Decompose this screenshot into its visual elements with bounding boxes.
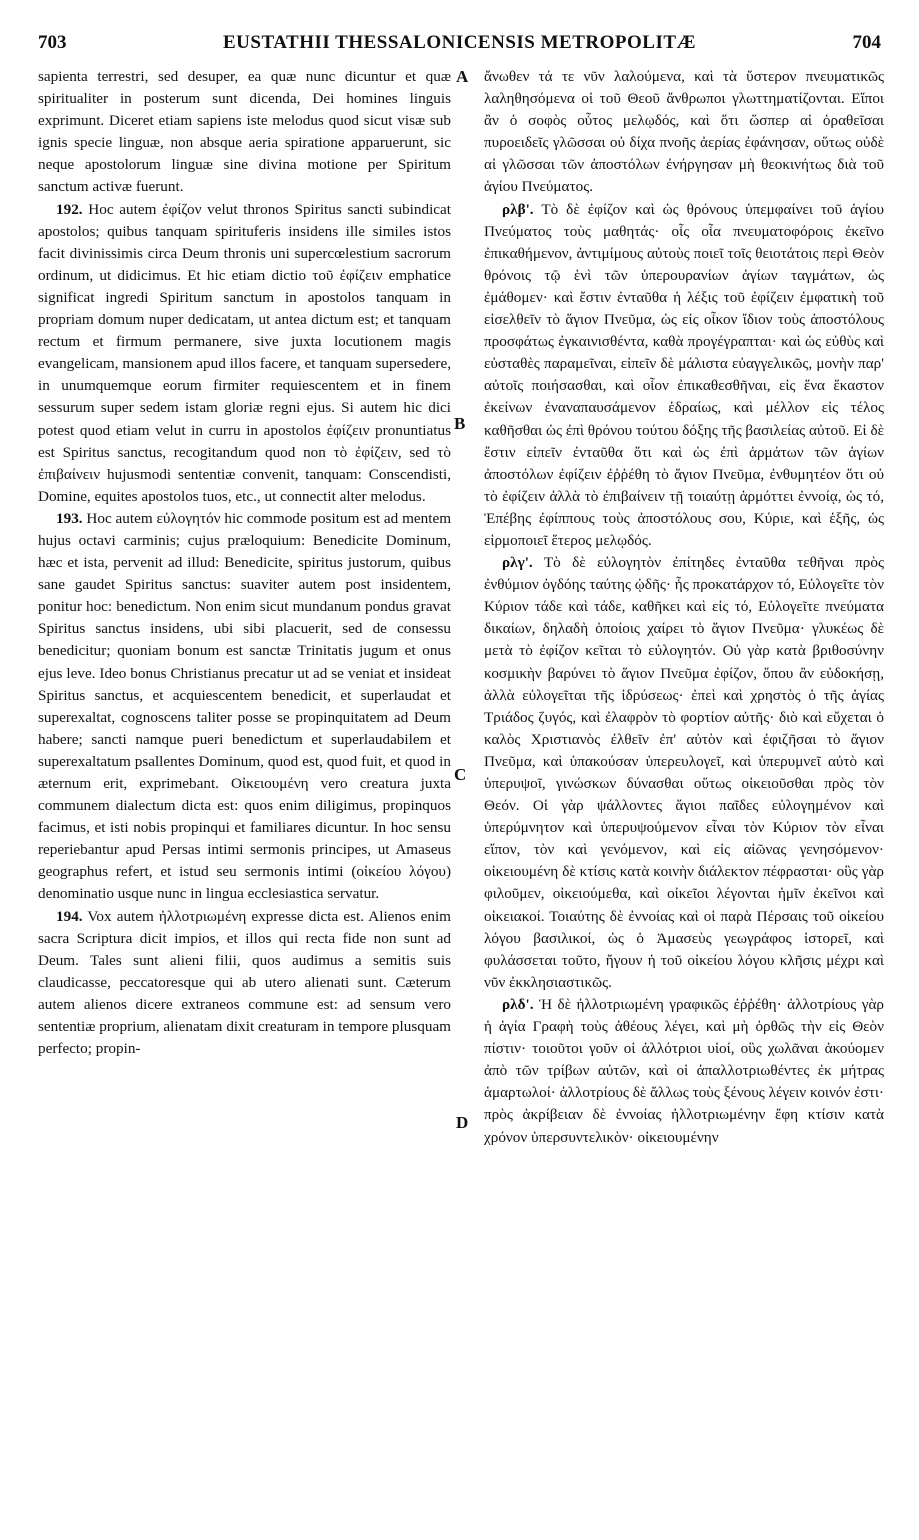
latin-column <box>38 66 451 1060</box>
section-number: 194. <box>56 907 83 925</box>
greek-text: ἄνωθεν τά τε νῦν λαλούμενα, καὶ τὰ ὕστερον πνευματικῶς λαληθησόμενα οἱ τοῦ Θεοῦ ἄνθρωποι γλωττηματίζονται. Εἴποι ἂν ὁ σοφὸς οὗτος μελῳδός, καὶ ὅτι ὥσπερ αἱ ὁραθεῖσαι πυροειδεῖς γλῶσσαι οὐ δίχα πνοῆς ἀερίας ἐφάνησαν, οὕτως οὐδὲ αἱ γλῶσσαι τῶν ἀποστόλων ἐνήργησαν μὴ θεοκινήτως διὰ τοῦ ἁγίου Πνεύματος. <box>484 68 884 196</box>
greek-text: Ἡ δὲ ἠλλοτριωμένη γραφικῶς ἐῤῥέθη· ἀλλοτρίους γὰρ ἡ ἁγία Γραφὴ τοὺς ἀθέους λέγει, καὶ μὴ ὀρθῶς τὴν εἰς Θεὸν πίστιν· τοιοῦτοι γοῦν οἱ ἀλλότριοι υἱοί, οὓς χωλᾶναι ἀκούομεν ἀπὸ τῶν τρίβων αὐτῶν, καὶ οἱ ἀπαλλοτριωθέντες ἐκ μήτρας ἁμαρτωλοί· ἀλλοτρίους δὲ ἄλλως τοὺς ξένους λέγειν κοινόν ἐστι· πρὸς ἀκρίβειαν δὲ ἐννοίας ἠλλοτριωμένην ἔφη κτίσιν κατὰ χρόνον ὑπερσυντελικὸν· οἰκειουμένην <box>484 995 884 1146</box>
latin-text: Hoc autem εὐλογητόν hic commode positum est ad mentem hujus octavi carminis; cujus præloquium: Benedicite Dominum, hæc et ista, pervenit ad illud: Benedicite, spiritus justorum, quibus sane gaudet Spiritus sanctus: suaviter autem post insidentem, ponitur hoc: benedictum. Non enim sicut mundanum pondus gravat Spiritus sanctus insidens, ubi sibi placuerit, sed de consessu benedicitur; quoniam bonum est sanctæ Trinitatis jugum et onus ejus leve. Ideo bonus Christianus precatur ut ad se veniat et insideat Spiritus sanctus, et acquiescentem benedicit, et superlaudat et superexaltat, cognoscens taliter posse se propinquitatem ad Deum habere; sancti namque pueri benedictum et superlaudabilem et superexaltatum psallentes Dominum, quod est, quod fuit, et quod in æternum erit, exprimebant. Οἰκειουμένη vero creatura juxta communem dialectum dicta est: quos enim diligimus, propinquos facimus, et isti nobis propinqui et familiares dicuntur. In hoc sensu reperiebantur apud Persas intimi sermonis principes, ut Amaseus geographus refert, et istud seu sermonis intimi (οἰκείου λόγου) denominatio usque nunc in lingua ecclesiastica servatur. <box>38 509 452 903</box>
page-header <box>38 32 881 56</box>
margin-marker-a: A <box>456 67 469 86</box>
section-number: ρλγ'. <box>502 554 533 572</box>
greek-paragraph <box>484 199 884 553</box>
section-number: ρλβ'. <box>502 200 534 218</box>
latin-text: Vox autem ἠλλοτριωμένη expresse dicta est. Alienos enim sacra Scriptura dicit impios, et illos qui recta fide non sunt ad Deum. Tales sunt alieni filii, quos audimus a semitis suis claudicasse, peccatoresque qui ab utero alienati sunt. Cæterum autem alienos dicere extraneos commune est: ad sensum vero sententiæ proprium, alienatam dixit creaturam in tempore plusquam perfecto; propin- <box>38 907 451 1058</box>
greek-paragraph <box>484 994 884 1149</box>
running-title: EUSTATHII THESSALONICENSIS METROPOLITÆ <box>222 32 697 53</box>
latin-paragraph <box>38 199 451 508</box>
margin-marker-d: D <box>456 1113 469 1132</box>
greek-text: Τὸ δὲ εὐλογητὸν ἐπίτηδες ἐνταῦθα τεθῆναι πρὸς ἐνθύμιον ὀγδόης ταύτης ᾠδῆς· ἧς προκατάρχον τό, Εὐλογεῖτε τὸν Κύριον τάδε καὶ τάδε, καθῆκει καὶ εἰς τό, Εὐλογεῖτε πνεύματα δικαίων, δηλαδὴ ὁποίοις χαίρει τὸ ἅγιον Πνεῦμα· γλυκέως δὲ μετὰ τὸ ἐφίζον κεῖται τὸ εὐλογητόν. Οὐ γὰρ κατὰ βριθοσύνην κοσμικὴν βαρύνει τὸ ἅγιον Πνεῦμα ἐφίζον, ὅπου ἂν εὐδοκήσῃ, ἀλλὰ εὐλογεῖται τῆς ἱδρύσεως· ἐπεὶ καὶ χρηστὸς ὁ τῆς ἁγίας Τριάδος ζυγός, καὶ ἐλαφρὸν τὸ φορτίον αὐτῆς· διὸ καὶ εὔχεται ὁ καλὸς Χριστιανὸς ἐλθεῖν ἐπ' αὐτὸν καὶ ἐφιζῆσαι τὸ ἅγιον Πνεῦμα, καὶ ὑπακούσαν ὑπερευλογεῖ, καὶ ὑπερυμνεῖ αὐτὸ καὶ ὑπερυψοῖ, γινώσκων δύνασθαι οὕτως οἰκειοῦσθαι πρὸς τὸν Θεόν. Οἱ γὰρ ψάλλοντες ἅγιοι παῖδες εὐλογημένον καὶ ὑπερύμνητον καὶ ὑπερυψούμενον εἶναι τὸν Κύριον τὸν εἶναι εἴπον, τὸν καὶ γενόμενον, καὶ εἰς αἰῶνας γενησόμενον· οἰκειουμένη δὲ κτίσις κατὰ κοινὴν διάλεκτον πέφρασται· οὓς γὰρ φιλοῦμεν, οἰκειούμεθα, καὶ οἰκεῖοι λέγονται ἡμῖν ἐκεῖνοι καὶ οἰκειακοί. Τοιαύτης δὲ ἐννοίας καὶ οἱ παρὰ Πέρσαις τοῦ οἰκείου λόγου βασιλικοί, ὡς ὁ Ἀμασεὺς γεωγράφος ἱστορεῖ, καὶ φυλάσσεται τοῦτο, ἤγουν ἡ τοῦ οἰκείου λόγου κλῆσις μέχρι καὶ νῦν ἐκκλησιαστικῶς. <box>484 554 884 991</box>
latin-paragraph <box>38 508 451 906</box>
margin-marker-b: B <box>454 414 466 433</box>
section-number: ρλδ'. <box>502 995 534 1013</box>
greek-paragraph <box>484 66 884 199</box>
latin-text: Hoc autem ἐφίζον velut thronos Spiritus sancti subindicat apostolos; quibus tanquam spirituferis insidens ille similes istos facit divinissimis circa Deum thronis uni supercœlestium sacrorum ordinum, ut didicimus. Et hic etiam dictio τοῦ ἐφίζειν emphatice significat ingredi Spiritum sanctum in apostolos tanquam in propriam domum nuper dedicatam, ut antea dictum est; et tanquam rectum et firmum permanere, sive juxta locutionem magis evangelicam, mansionem apud illos facere, et tanquam supersedere, in unumquemque eorum firmiter requiescentem et in finem sessurum super sedem istam gloriæ regni ejus. Si autem hic dici potest quod etiam velut in curru in apostolos ἐφίζειν pronuntiatus est Spiritus sanctus, recogitandum quod non τὸ ἐφίζειν, sed τὸ ἐπιβαίνειν hujusmodi sententiæ convenit, tanquam: Conscendisti, Domine, equites apostolos tuos, etc., ut connectit alter melodus. <box>38 200 452 505</box>
greek-column <box>484 66 884 1149</box>
greek-text: Τὸ δὲ ἐφίζον καὶ ὡς θρόνους ὑπεμφαίνει τοῦ ἁγίου Πνεύματος τοὺς μαθητάς· οἷς οἷα πνευματοφόροις ἐκεῖνο ἐπικαθήμενον, ἀντιμίμους αὐτοὺς ποιεῖ τοῖς θειοτάτοις περὶ Θεὸν θρόνοις τῷ ἑνὶ τῶν ὑπερουρανίων ἁγίων ταγμάτων, ὡς ἐμάθομεν· καὶ ἔστιν ἐνταῦθα ἡ λέξις τοῦ ἐφίζειν ἐμφατικὴ τοῦ εἰσελθεῖν τὸ ἅγιον Πνεῦμα, ὡς εἰς οἶκον ἴδιον τοὺς ἀποστόλους προσφάτως ἐγκαινισθέντα, καθὰ προγέγραπται· καὶ ὡς εὐθὺς καὶ εὐσταθὲς παραμεῖναι, εἰπεῖν δὲ μάλιστα εὐαγγελικῶς, μονὴν παρ' αὐτοῖς ποιήσασθαι, καὶ οἷον ἐπικαθεσθῆναι, εἰς ἕνα ἕκαστον ἐκείνων ἐναναπαυσάμενον ἑδραίως, καὶ μέλλον εἰς τέλος καθῆσθαι ὡς ἐπὶ θρόνου τούτου δόξης τῆς βασιλείας αὐτοῦ. Εἰ δὲ ἔστιν εἰπεῖν ἐνταῦθα ὅτι καὶ ὡς ἐπὶ ἁρμάτων τῶν ἁγίων ἀποστόλων ἐφίζειν ἐῤῥέθη τὸ ἅγιον Πνεῦμα, ἐνθυμητέον ὅτι οὐ τὸ ἐφίζειν ἀλλὰ τὸ ἐπιβαίνειν τῇ τοιαύτῃ ἁρμόττει ἐννοίᾳ, ὡς τό, Ἐπέβης ἐφίππους τοὺς ἀποστόλους σου, Κύριε, καὶ ἑξῆς, ὡς εἱρμοποιεῖ ἕτερος μελῳδός. <box>484 200 884 549</box>
greek-paragraph <box>484 552 884 994</box>
page-number-right: 704 <box>852 32 881 53</box>
section-number: 192. <box>56 200 83 218</box>
margin-marker-c: C <box>454 765 467 784</box>
latin-paragraph <box>38 66 451 199</box>
latin-text: sapienta terrestri, sed desuper, ea quæ nunc dicuntur et quæ spiritualiter in posterum sunt dicenda, Dei homines linguis exprimunt. Diceret etiam sapiens iste melodus quod sicut visæ sub ignis specie linguæ, non absque aeria spiratione apparuerunt, sic neque apostolorum linguæ sine divina motione per Spiritum sanctum activæ fuerunt. <box>38 68 451 196</box>
latin-paragraph <box>38 906 451 1061</box>
page-number-left: 703 <box>38 32 67 53</box>
section-number: 193. <box>56 509 83 527</box>
